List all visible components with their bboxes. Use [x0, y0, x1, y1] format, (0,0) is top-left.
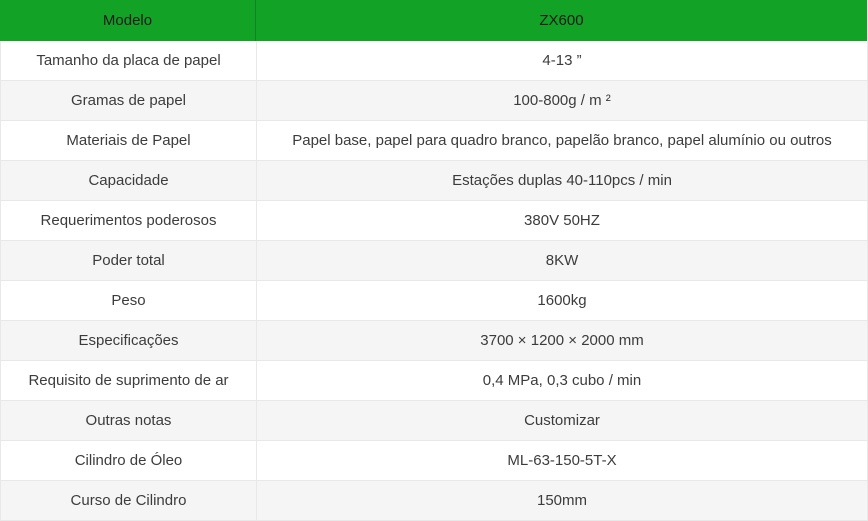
spec-value: 100-800g / m ² — [256, 81, 867, 120]
table-row — [0, 281, 867, 321]
table-row — [0, 201, 867, 241]
spec-value: ML-63-150-5T-X — [256, 441, 867, 480]
table-row — [0, 321, 867, 361]
spec-label: Requisito de suprimento de ar — [28, 372, 229, 389]
table-row — [0, 241, 867, 281]
spec-label: Gramas de papel — [70, 92, 187, 109]
spec-value: 0,4 MPa, 0,3 cubo / min — [256, 361, 867, 400]
spec-value: 150mm — [256, 481, 867, 520]
spec-label: Materiais de Papel — [66, 132, 191, 149]
spec-label: Requerimentos poderosos — [40, 212, 217, 229]
table-row — [0, 121, 867, 161]
spec-value: 4-13 ” — [256, 41, 867, 80]
table-row — [0, 441, 867, 481]
table-row — [0, 41, 867, 81]
spec-value: 3700 × 1200 × 2000 mm — [256, 321, 867, 360]
spec-label: Especificações — [78, 332, 179, 349]
spec-label: Capacidade — [88, 172, 169, 189]
header-label-cell: Modelo — [102, 12, 153, 29]
table-row — [0, 361, 867, 401]
spec-value: 1600kg — [256, 281, 867, 320]
spec-value: Papel base, papel para quadro branco, papelão branco, papel alumínio ou outros — [256, 121, 867, 160]
spec-label: Peso — [111, 292, 146, 309]
spec-label: Tamanho da placa de papel — [36, 52, 221, 69]
spec-label: Outras notas — [85, 412, 172, 429]
table-header-row — [0, 0, 867, 41]
spec-value: Estações duplas 40-110pcs / min — [256, 161, 867, 200]
spec-label: Cilindro de Óleo — [74, 452, 183, 469]
table-row — [0, 161, 867, 201]
spec-value: 8KW — [256, 241, 867, 280]
spec-label: Poder total — [92, 252, 165, 269]
spec-value: Customizar — [256, 401, 867, 440]
table-row — [0, 401, 867, 441]
spec-value: 380V 50HZ — [256, 201, 867, 240]
table-row — [0, 81, 867, 121]
header-value-cell: ZX600 — [255, 0, 867, 41]
table-row — [0, 481, 867, 521]
spec-label: Curso de Cilindro — [70, 492, 187, 509]
